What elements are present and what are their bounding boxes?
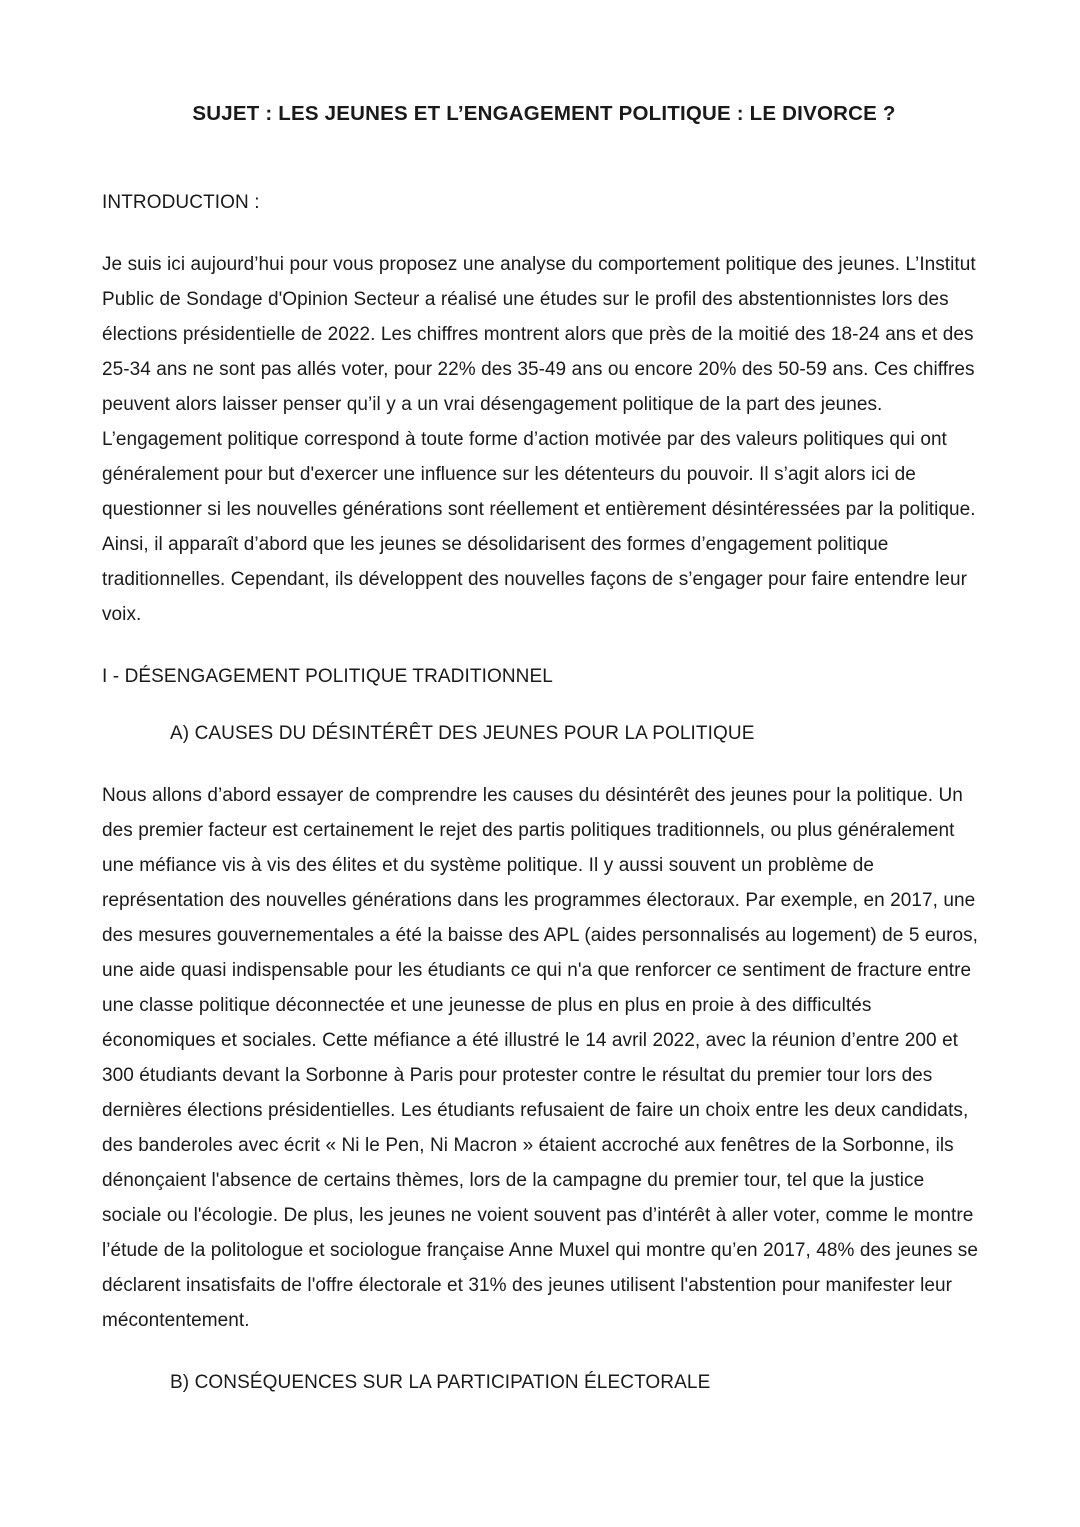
subsection-heading-1a: A) CAUSES DU DÉSINTÉRÊT DES JEUNES POUR LA POLITIQUE [170,722,755,744]
spacer-before-paragraph-1a [102,751,986,778]
spacer-before-subsection-a [102,694,986,716]
subsection-paragraph-1a: Nous allons d’abord essayer de comprendre les causes du désintérêt des jeunes pour la politique. Un des premier facteur est certainement le rejet des partis politiques traditionnels, ou plus généralement une méfiance vis à vis des élites et du système politique. Il y aussi souvent un problème de représentation des nouvelles générations dans les programmes électoraux. Par exemple, en 2017, une des mesures gouvernementales a été la baisse des APL (aides personnalisés au logement) de 5 euros, une aide quasi indispensable pour les étudiants ce qui n'a que renforcer ce sentiment de fracture entre une classe politique déconnectée et une jeunesse de plus en plus en proie à des difficultés économiques et sociales. Cette méfiance a été illustré le 14 avril 2022, avec la réunion d’entre 200 et 300 étudiants devant la Sorbonne à Paris pour protester contre le résultat du premier tour lors des dernières élections présidentielles. Les étudiants refusaient de faire un choix entre les deux candidats, des banderoles avec écrit « Ni le Pen, Ni Macron » étaient accroché aux fenêtres de la Sorbonne, ils dénonçaient l'absence de certains thèmes, lors de la campagne du premier tour, tel que la justice sociale ou l'écologie. De plus, les jeunes ne voient souvent pas d’intérêt à aller voter, comme le montre l’étude de la politologue et sociologue française Anne Muxel qui montre qu’en 2017, 48% des jeunes se déclarent insatisfaits de l'offre électorale et 31% des jeunes utilisent l'abstention pour manifester leur mécontentement. [102,784,978,1331]
introduction-paragraph: Je suis ici aujourd’hui pour vous proposez une analyse du comportement politique des jeunes. L’Institut Public de Sondage d'Opinion Secteur a réalisé une études sur le profil des abstentionnistes lors des élections présidentielle de 2022. Les chiffres montrent alors que près de la moitié des 18-24 ans et des 25-34 ans ne sont pas allés voter, pour 22% des 35-49 ans ou encore 20% des 50-59 ans. Ces chiffres peuvent alors laisser penser qu’il y a un vrai désengagement politique de la part des jeunes. L’engagement politique correspond à toute forme d’action motivée par des valeurs politiques qui ont généralement pour but d'exercer une influence sur les détenteurs du pouvoir. Il s’agit alors ici de questionner si les nouvelles générations sont réellement et entièrement désintéressées par la politique. Ainsi, il apparaît d’abord que les jeunes se désolidarisent des formes d’engagement politique traditionnelles. Cependant, ils développent des nouvelles façons de s’engager pour faire entendre leur voix. [102,253,976,625]
spacer-before-section-1 [102,632,986,659]
spacer-after-intro-label [102,220,986,247]
spacer-after-title [102,128,986,185]
spacer-before-subsection-b [102,1338,986,1365]
subsection-heading-1b: B) CONSÉQUENCES SUR LA PARTICIPATION ÉLECTORALE [170,1371,711,1393]
page-title: SUJET : LES JEUNES ET L’ENGAGEMENT POLITIQUE : LE DIVORCE ? [192,102,896,125]
section-heading-1: I - DÉSENGAGEMENT POLITIQUE TRADITIONNEL [102,665,553,687]
introduction-label: INTRODUCTION : [102,191,260,213]
document-content [102,0,986,1400]
